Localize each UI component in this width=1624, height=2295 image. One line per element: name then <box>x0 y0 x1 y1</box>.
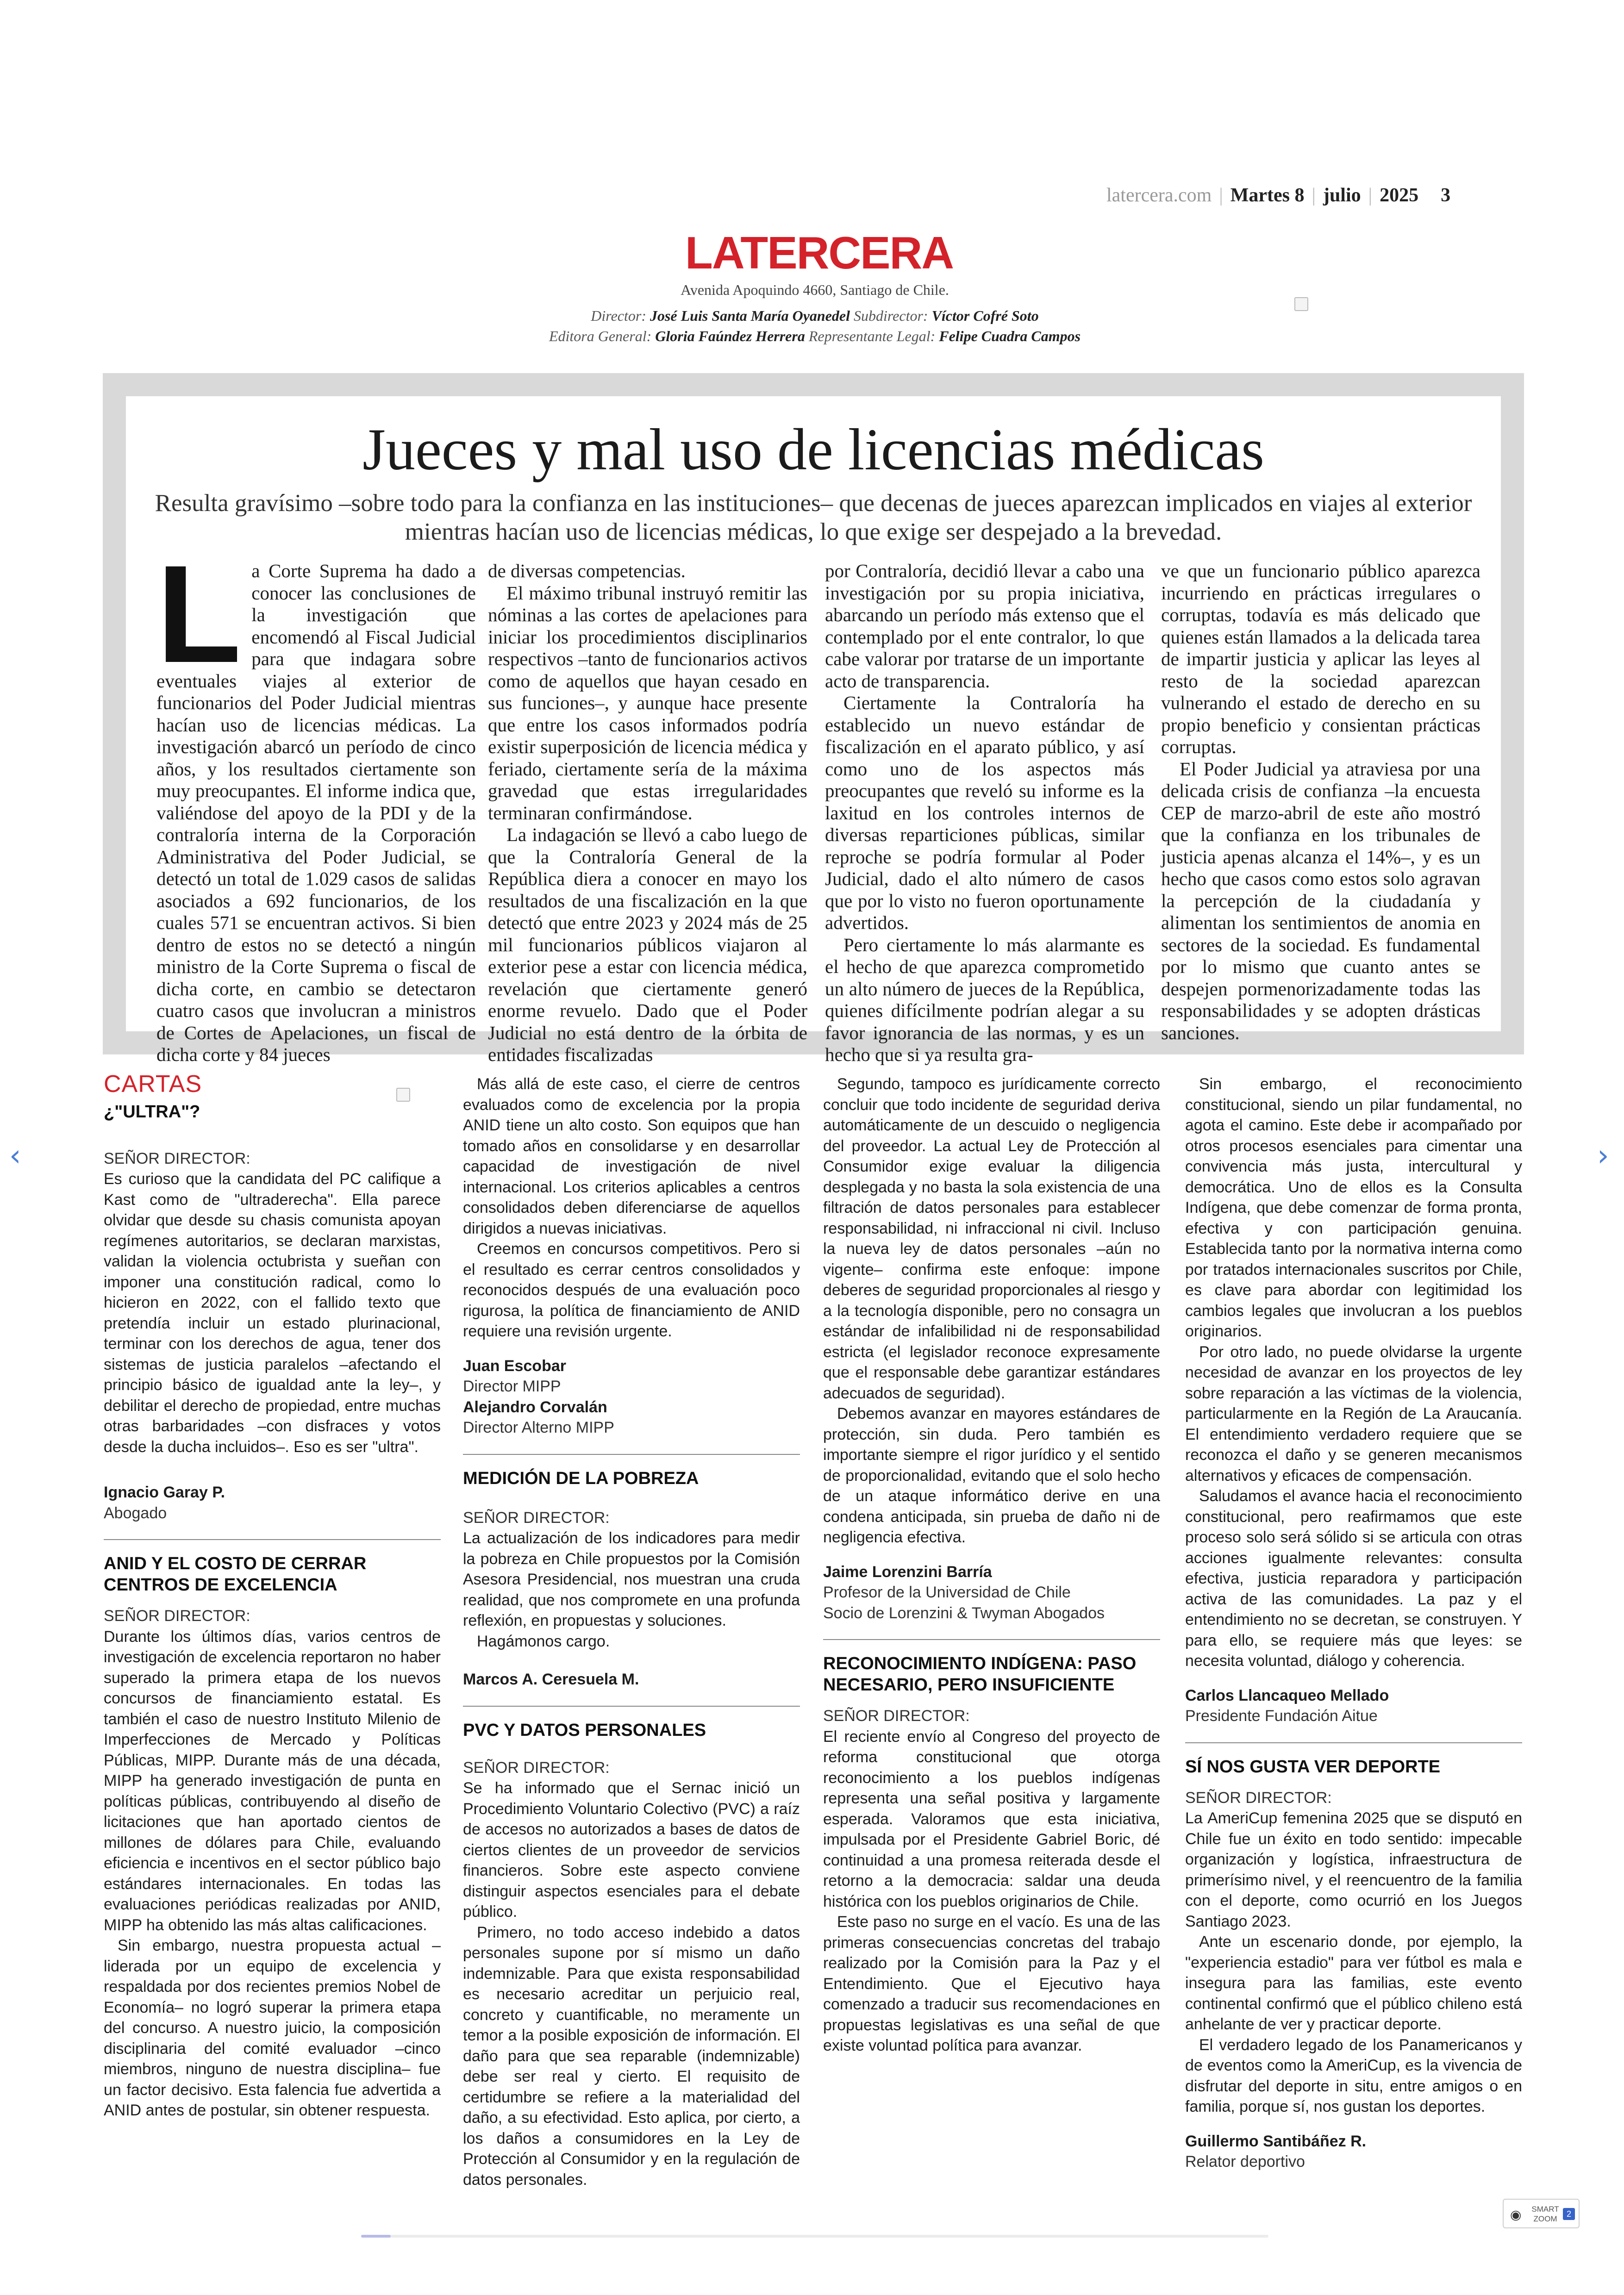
editorial-paragraph: El Poder Judicial ya atraviesa por una delicada crisis de confianza –la encuesta CEP de marzo-abril de este año mostró que la confianza en los tribunales de justicia apenas alcanza el 14%–, y es un hecho que casos como estos solo agravan la percepción de la ciudadanía y alimentan los sentimientos de anomia en sectores de la sociedad. Es fundamental por lo mismo que cuanto antes se despejen pormenorizadamente todas las responsabilidades y se adopten drásticas sanciones. <box>1161 758 1480 1043</box>
letter-signature-name: Juan Escobar <box>463 1357 566 1375</box>
letter-paragraph: Durante los últimos días, varios centros de investigación de excelencia reportaron no haber superado la primera etapa de los nuevos concursos de financiamiento estatal. Es también el caso de nuestro Instituto Milenio de Imperfecciones de Mercado y Políticas Públicas, MIPP. Durante más de una década, MIPP ha generado investigación de punta en políticas públicas, contribuyendo al diseño de licitaciones que han aportado cientos de millones de dólares para Chile, evaluando eficiencia e incentivos en el sector público bajo estándares internacionales. En todas las evaluaciones periódicas realizadas por ANID, MIPP ha obtenido las más altas calificaciones. <box>104 1628 441 1934</box>
letter-salute: SEÑOR DIRECTOR: <box>463 1759 610 1777</box>
letter-divider <box>823 1639 1160 1640</box>
masthead-staff-line-1 <box>463 307 1167 324</box>
letter-signature-role: Relator deportivo <box>1185 2153 1305 2170</box>
masthead-staff-line-2 <box>463 328 1167 345</box>
letter-paragraph: El verdadero legado de los Panamericanos y de eventos como la AmeriCup, es la vivencia de disfrutar del deporte in situ, entre amigos o en familia, porque sí, nos gustan los deportes. <box>1185 2036 1522 2115</box>
letter-paragraph: Hagámonos cargo. <box>477 1632 610 1650</box>
issue-day: Martes 8 <box>1230 185 1305 206</box>
issue-month: julio <box>1323 185 1361 206</box>
letters-column-2 <box>463 1074 800 2190</box>
letter-paragraph: El reciente envío al Congreso del proyecto de reforma constitucional que otorga reconocimiento a los pueblos indígenas representa una señal positiva y largamente esperada. Valoramos que esta iniciativa, impulsada por el Presidente Gabriel Boric, dé continuidad a una promesa reiterada desde el retorno a la democracia: saldar una deuda histórica con los pueblos originarios de Chile. <box>823 1727 1160 1910</box>
editorial-paragraph: La indagación se llevó a cabo luego de que la Contraloría General de la República diera a conocer en mayo los resultados de una fiscalización en la que detectó que entre 2023 y 2024 más de 25 mil funcionarios públicos viajaron al exterior pese a estar con licencia médica, revelación que ciertamente generó enorme revuelo. Dado que el Poder Judicial no está dentro de la órbita de entidades fiscalizadas <box>488 824 807 1065</box>
smart-zoom-button[interactable] <box>1503 2199 1580 2228</box>
issue-year: 2025 <box>1380 185 1419 206</box>
letter-signature-role: Socio de Lorenzini & Twyman Abogados <box>823 1604 1105 1622</box>
letter-paragraph: Creemos en concursos competitivos. Pero si el resultado es cerrar centros consolidados y reconocidos después de una evaluación poco rigurosa, la política de financiamiento de ANID requiere una revisión urgente. <box>463 1240 800 1340</box>
site-name: latercera.com <box>1106 185 1212 206</box>
issue-header: latercera.com | Martes 8 | julio | 2025 3 <box>1106 185 1451 206</box>
letter-paragraph: Segundo, tampoco es jurídicamente correcto concluir que todo incidente de seguridad deriva automáticamente de un descuido o negligencia del proveedor. La actual Ley de Protección al Consumidor exige evaluar la diligencia desplegada y no basta la sola existencia de una filtración de datos personales para establecer responsabilidad, ni infraccional ni civil. Incluso la nueva ley de datos personales –aún no vigente– confirma este enfoque: impone deberes de seguridad proporcionales al riesgo y a la tecnología disponible, pero no consagra un estándar de infalibilidad ni de responsabilidad estricta (el legislador reconoce expresamente que el responsable debe garantizar estándares adecuados de seguridad). <box>823 1075 1160 1402</box>
subdirector-label: Subdirector: <box>854 307 928 324</box>
letter-paragraph: Ante un escenario donde, por ejemplo, la "experiencia estadio" para ver fútbol es mala e insegura para las familias, este evento continental confirmó que el público chileno está anhelante de ver y practicar deporte. <box>1185 1933 1522 2033</box>
editorial-paragraph: Pero ciertamente lo más alarmante es el hecho de que aparezca comprometido un alto número de jueces de la República, quienes difícilmente podrían alegar a su favor ignorancia de las normas, y es un hecho que si ya resulta gra- <box>825 934 1144 1065</box>
editorial-lead: Resulta gravísimo –sobre todo para la confianza en las instituciones– que decenas de jueces aparezcan implicados en viajes al exterior mientras hacían uso de licencias médicas, lo que exige ser despejado a la brevedad. <box>155 490 1472 545</box>
letter-signature-name: Carlos Llancaqueo Mellado <box>1185 1686 1389 1704</box>
editorial-column-2 <box>488 560 807 1066</box>
editorial-box <box>126 396 1501 1065</box>
letter-paragraph: Sin embargo, nuestra propuesta actual –liderada por un equipo de excelencia y respaldada por dos recientes premios Nobel de Economía– no logró superar la primera etapa del concurso. A nuestro juicio, la composición disciplinaria del comité evaluador –cinco miembros, ninguno de nuestra disciplina– fue un factor decisivo. Esta falencia fue advertida a ANID antes de postular, sin obtener respuesta. <box>104 1937 441 2119</box>
editorial-paragraph: Ciertamente la Contraloría ha establecido un nuevo estándar de fiscalización en el aparato público, y así como uno de los aspectos más preocupantes que reveló su informe es la laxitud en los controles internos de diversas reparticiones públicas, similar reproche se podría formular al Poder Judicial, dado el alto número de casos que por lo visto no fueron oportunamente advertidos. <box>825 692 1144 933</box>
eye-icon: ◉ <box>1510 2208 1522 2222</box>
letter-signature-role: Presidente Fundación Aitue <box>1185 1707 1378 1725</box>
letter-signature-role: Profesor de la Universidad de Chile <box>823 1584 1071 1601</box>
section-label: CARTAS <box>104 1071 202 1098</box>
legal-label: Representante Legal: <box>808 328 936 344</box>
letter-divider <box>104 1539 441 1540</box>
editorial-paragraph: ve que un funcionario público aparezca incurriendo en prácticas irregulares o corruptas, todavía es más delicado que quienes están llamados a la delicada tarea de impartir justicia y aplicar las leyes al resto de la sociedad aparezcan vulnerando el estado de derecho en su propio beneficio y consientan prácticas corruptas. <box>1161 560 1480 757</box>
editorial-column-1 <box>156 536 476 1066</box>
letter-paragraph: Saludamos el avance hacia el reconocimiento constitucional, pero reafirmamos que este proceso solo será sólido si se articula con otras acciones igualmente relevantes: consulta efectiva, justicia reparadora y participación activa de las comunidades. La paz y el entendimiento no se decretan, se construyen. Y para ello, se requiere más que leyes: se necesita voluntad, diálogo y coherencia. <box>1185 1487 1522 1670</box>
letter-paragraph: Debemos avanzar en mayores estándares de protección, sin duda. Pero también es importante siempre el rigor jurídico y el sentido de proporcionalidad, evitando que el solo hecho de un ataque informático derive en una condena anticipada, sin prueba de daño ni de negligencia efectiva. <box>823 1405 1160 1546</box>
editorial-paragraph: El máximo tribunal instruyó remitir las nóminas a las cortes de apelaciones para iniciar los procedimientos disciplinarios respectivos –tanto de funcionarios activos como de aquellos que hayan cesado en sus funciones–, y aunque hace presente que entre los casos informados podría existir superposición de licencia médica y feriado, ciertamente sería de la máxima gravedad que estas irregularidades terminaran confirmándose. <box>488 582 807 823</box>
letter-paragraph: La actualización de los indicadores para medir la pobreza en Chile propuestos por la Comisión Asesora Presidencial, nos muestran una cruda realidad, que nos compromete en una profunda reflexión, en propuestas y soluciones. <box>463 1529 800 1629</box>
letter-paragraph: Es curioso que la candidata del PC califique a Kast como de "ultraderecha". Ella parece olvidar que desde su chasis comunista apoyan regímenes autoritarios, se declaran marxistas, validan la violencia octubrista y sueñan con imponer una constitución radical, como lo hicieron en 2022, con el fallido texto que pretendía incluir un estado plurinacional, terminar con los derechos de agua, tener dos sistemas de justicia paralelos –afectando el principio básico de igualdad ante la ley–, y debilitar el derecho de propiedad, entre muchas otras barbaridades –con disfraces y votos desde la ducha incluidos–. Eso es ser "ultra". <box>104 1170 441 1456</box>
letter-divider <box>1185 1742 1522 1743</box>
letter-paragraph: La AmeriCup femenina 2025 que se disputó en Chile fue un éxito en todo sentido: impecable organización y logística, infraestructura de primerísimo nivel, y el reencuentro de la familia con el deporte, como ocurrió en los Juegos Santiago 2023. <box>1185 1809 1522 1930</box>
letter-signature-role: Abogado <box>104 1504 167 1522</box>
letter-title: ANID Y EL COSTO DE CERRAR CENTROS DE EXCELENCIA <box>104 1554 367 1595</box>
letter-salute: SEÑOR DIRECTOR: <box>463 1509 610 1527</box>
newspaper-logo: LATERCERA <box>685 227 954 278</box>
letter-signature-name: Jaime Lorenzini Barría <box>823 1563 992 1581</box>
editorial-column-4 <box>1161 560 1480 1044</box>
smart-zoom-label: SMART ZOOM <box>1531 2205 1559 2223</box>
page-scrollbar[interactable] <box>361 2235 1268 2238</box>
letter-salute: SEÑOR DIRECTOR: <box>104 1607 250 1625</box>
audio-icon[interactable] <box>396 1088 410 1102</box>
letters-column-3 <box>823 1074 1160 2056</box>
editorial-column-3 <box>825 560 1144 1066</box>
editora-name: Gloria Faúndez Herrera <box>655 328 805 344</box>
letter-signature-role: Director MIPP <box>463 1378 561 1395</box>
editorial-paragraph: por Contraloría, decidió llevar a cabo una investigación por su propia iniciativa, abarcando un período más extenso que el contemplado por el ente contralor, lo que cabe valorar por tratarse de un importante acto de transparencia. <box>825 560 1144 692</box>
letter-signature-name: Alejandro Corvalán <box>463 1398 607 1416</box>
director-label: Director: <box>591 307 646 324</box>
letter-divider <box>463 1706 800 1707</box>
letter-salute: SEÑOR DIRECTOR: <box>104 1149 250 1167</box>
chevron-right-icon[interactable]: › <box>1597 1139 1609 1173</box>
letter-title: PVC Y DATOS PERSONALES <box>463 1720 706 1740</box>
letter-paragraph: Sin embargo, el reconocimiento constitucional, siendo un pilar fundamental, no agota el camino. Este debe ir acompañado por otros procesos esenciales para cimentar una convivencia más justa, intercultural y democrática. Uno de ellos es la Consulta Indígena, que debe comenzar de forma pronta, efectiva y con participación genuina. Establecida tanto por la normativa interna como por tratados internacionales suscritos por Chile, es clave para abordar con legitimidad los cambios legales que involucran a los pueblos originarios. <box>1185 1075 1522 1340</box>
letter-signature-name: Ignacio Garay P. <box>104 1484 225 1501</box>
letter-title: ¿"ULTRA"? <box>104 1102 200 1122</box>
scrollbar-thumb[interactable] <box>361 2235 391 2238</box>
letter-paragraph: Por otro lado, no puede olvidarse la urgente necesidad de avanzar en los proyectos de ley sobre reparación a las víctimas de la violencia, particularmente en la Región de La Araucanía. El entendimiento verdadero requiere que se reconozca el daño y se generen mecanismos alternativos y eficaces de compensación. <box>1185 1343 1522 1484</box>
letter-signature-name: Guillermo Santibáñez R. <box>1185 2132 1367 2150</box>
masthead-address: Avenida Apoquindo 4660, Santiago de Chile. <box>681 281 949 298</box>
editorial-title: Jueces y mal uso de licencias médicas <box>362 417 1264 482</box>
editorial-paragraph: de diversas competencias. <box>488 560 686 581</box>
subdirector-name: Víctor Cofré Soto <box>931 307 1039 324</box>
letter-salute: SEÑOR DIRECTOR: <box>823 1707 970 1725</box>
letter-signature-name: Marcos A. Ceresuela M. <box>463 1671 639 1688</box>
director-name: José Luis Santa María Oyanedel <box>650 307 850 324</box>
chevron-left-icon[interactable]: ‹ <box>9 1139 21 1173</box>
editora-label: Editora General: <box>549 328 652 344</box>
drop-cap: L <box>156 536 242 692</box>
letter-title: MEDICIÓN DE LA POBREZA <box>463 1468 699 1488</box>
letter-title: RECONOCIMIENTO INDÍGENA: PASO NECESARIO, PERO INSUFICIENTE <box>823 1654 1137 1695</box>
letter-paragraph: Se ha informado que el Sernac inició un Procedimiento Voluntario Colectivo (PVC) a raíz de accesos no autorizados a bases de datos de ciertos clientes de un proveedor de servicios financieros. Sobre este aspecto conviene distinguir aspectos esenciales para el debate público. <box>463 1779 800 1921</box>
page-number: 3 <box>1441 185 1451 206</box>
letter-salute: SEÑOR DIRECTOR: <box>1185 1789 1332 1807</box>
letter-divider <box>463 1454 800 1455</box>
letter-title: SÍ NOS GUSTA VER DEPORTE <box>1185 1757 1441 1777</box>
audio-icon[interactable] <box>1294 297 1308 311</box>
letter-paragraph: Más allá de este caso, el cierre de centros evaluados como de excelencia por la propia ANID tiene un alto costo. Son equipos que han tomado años en consolidarse y en desarrollar capacidad de investigación de nivel internacional. Los criterios aplicables a centros consolidados deben diferenciarse de aquellos dirigidos a nuevas iniciativas. <box>463 1075 800 1237</box>
legal-name: Felipe Cuadra Campos <box>939 328 1081 344</box>
letters-column-1 <box>104 1071 441 2121</box>
letters-column-4 <box>1185 1074 1522 2172</box>
letter-signature-role: Director Alterno MIPP <box>463 1419 614 1436</box>
editorial-paragraph: a Corte Suprema ha dado a conocer las conclusiones de la investigación que encomendó al Fiscal Judicial para que indagara sobre eventuales viajes al exterior de funcionarios del Poder Judicial mientras hacían uso de licencias médicas. La investigación abarcó un período de cinco años, y los resultados ciertamente son muy preocupantes. El informe indica que, valiéndose del apoyo de la PDI y de la contraloría interna de la Corporación Administrativa del Poder Judicial, se detectó un total de 1.029 casos de salidas asociados a 692 funcionarios, de los cuales 571 se encuentran activos. Si bien dentro de estos no se detectó a ningún ministro de la Corte Suprema o fiscal de dicha corte, en cambio se detectaron cuatro casos que involucran a ministros de Cortes de Apelaciones, un fiscal de dicha corte y 84 jueces <box>156 560 476 1065</box>
letter-paragraph: Primero, no todo acceso indebido a datos personales supone por sí mismo un daño indemnizable. Para que exista responsabilidad es necesario acreditar un perjuicio real, concreto y cuantificable, no meramente un temor a la posible exposición de información. El daño para que sea reparable (indemnizable) debe ser real y cierto. El requisito de certidumbre se refiere a la materialidad del daño, a su efectividad. Esto aplica, por cierto, a los daños a consumidores en la Ley de Protección al Consumidor y en la regulación de datos personales. <box>463 1923 800 2189</box>
letter-paragraph: Este paso no surge en el vacío. Es una de las primeras consecuencias concretas del trabajo realizado por la Comisión para la Paz y el Entendimiento. Que el Ejecutivo haya comenzado a traducir sus recomendaciones en propuestas legislativas es una señal de que existe voluntad política para avanzar. <box>823 1913 1160 2054</box>
smart-zoom-badge: 2 <box>1563 2208 1575 2220</box>
